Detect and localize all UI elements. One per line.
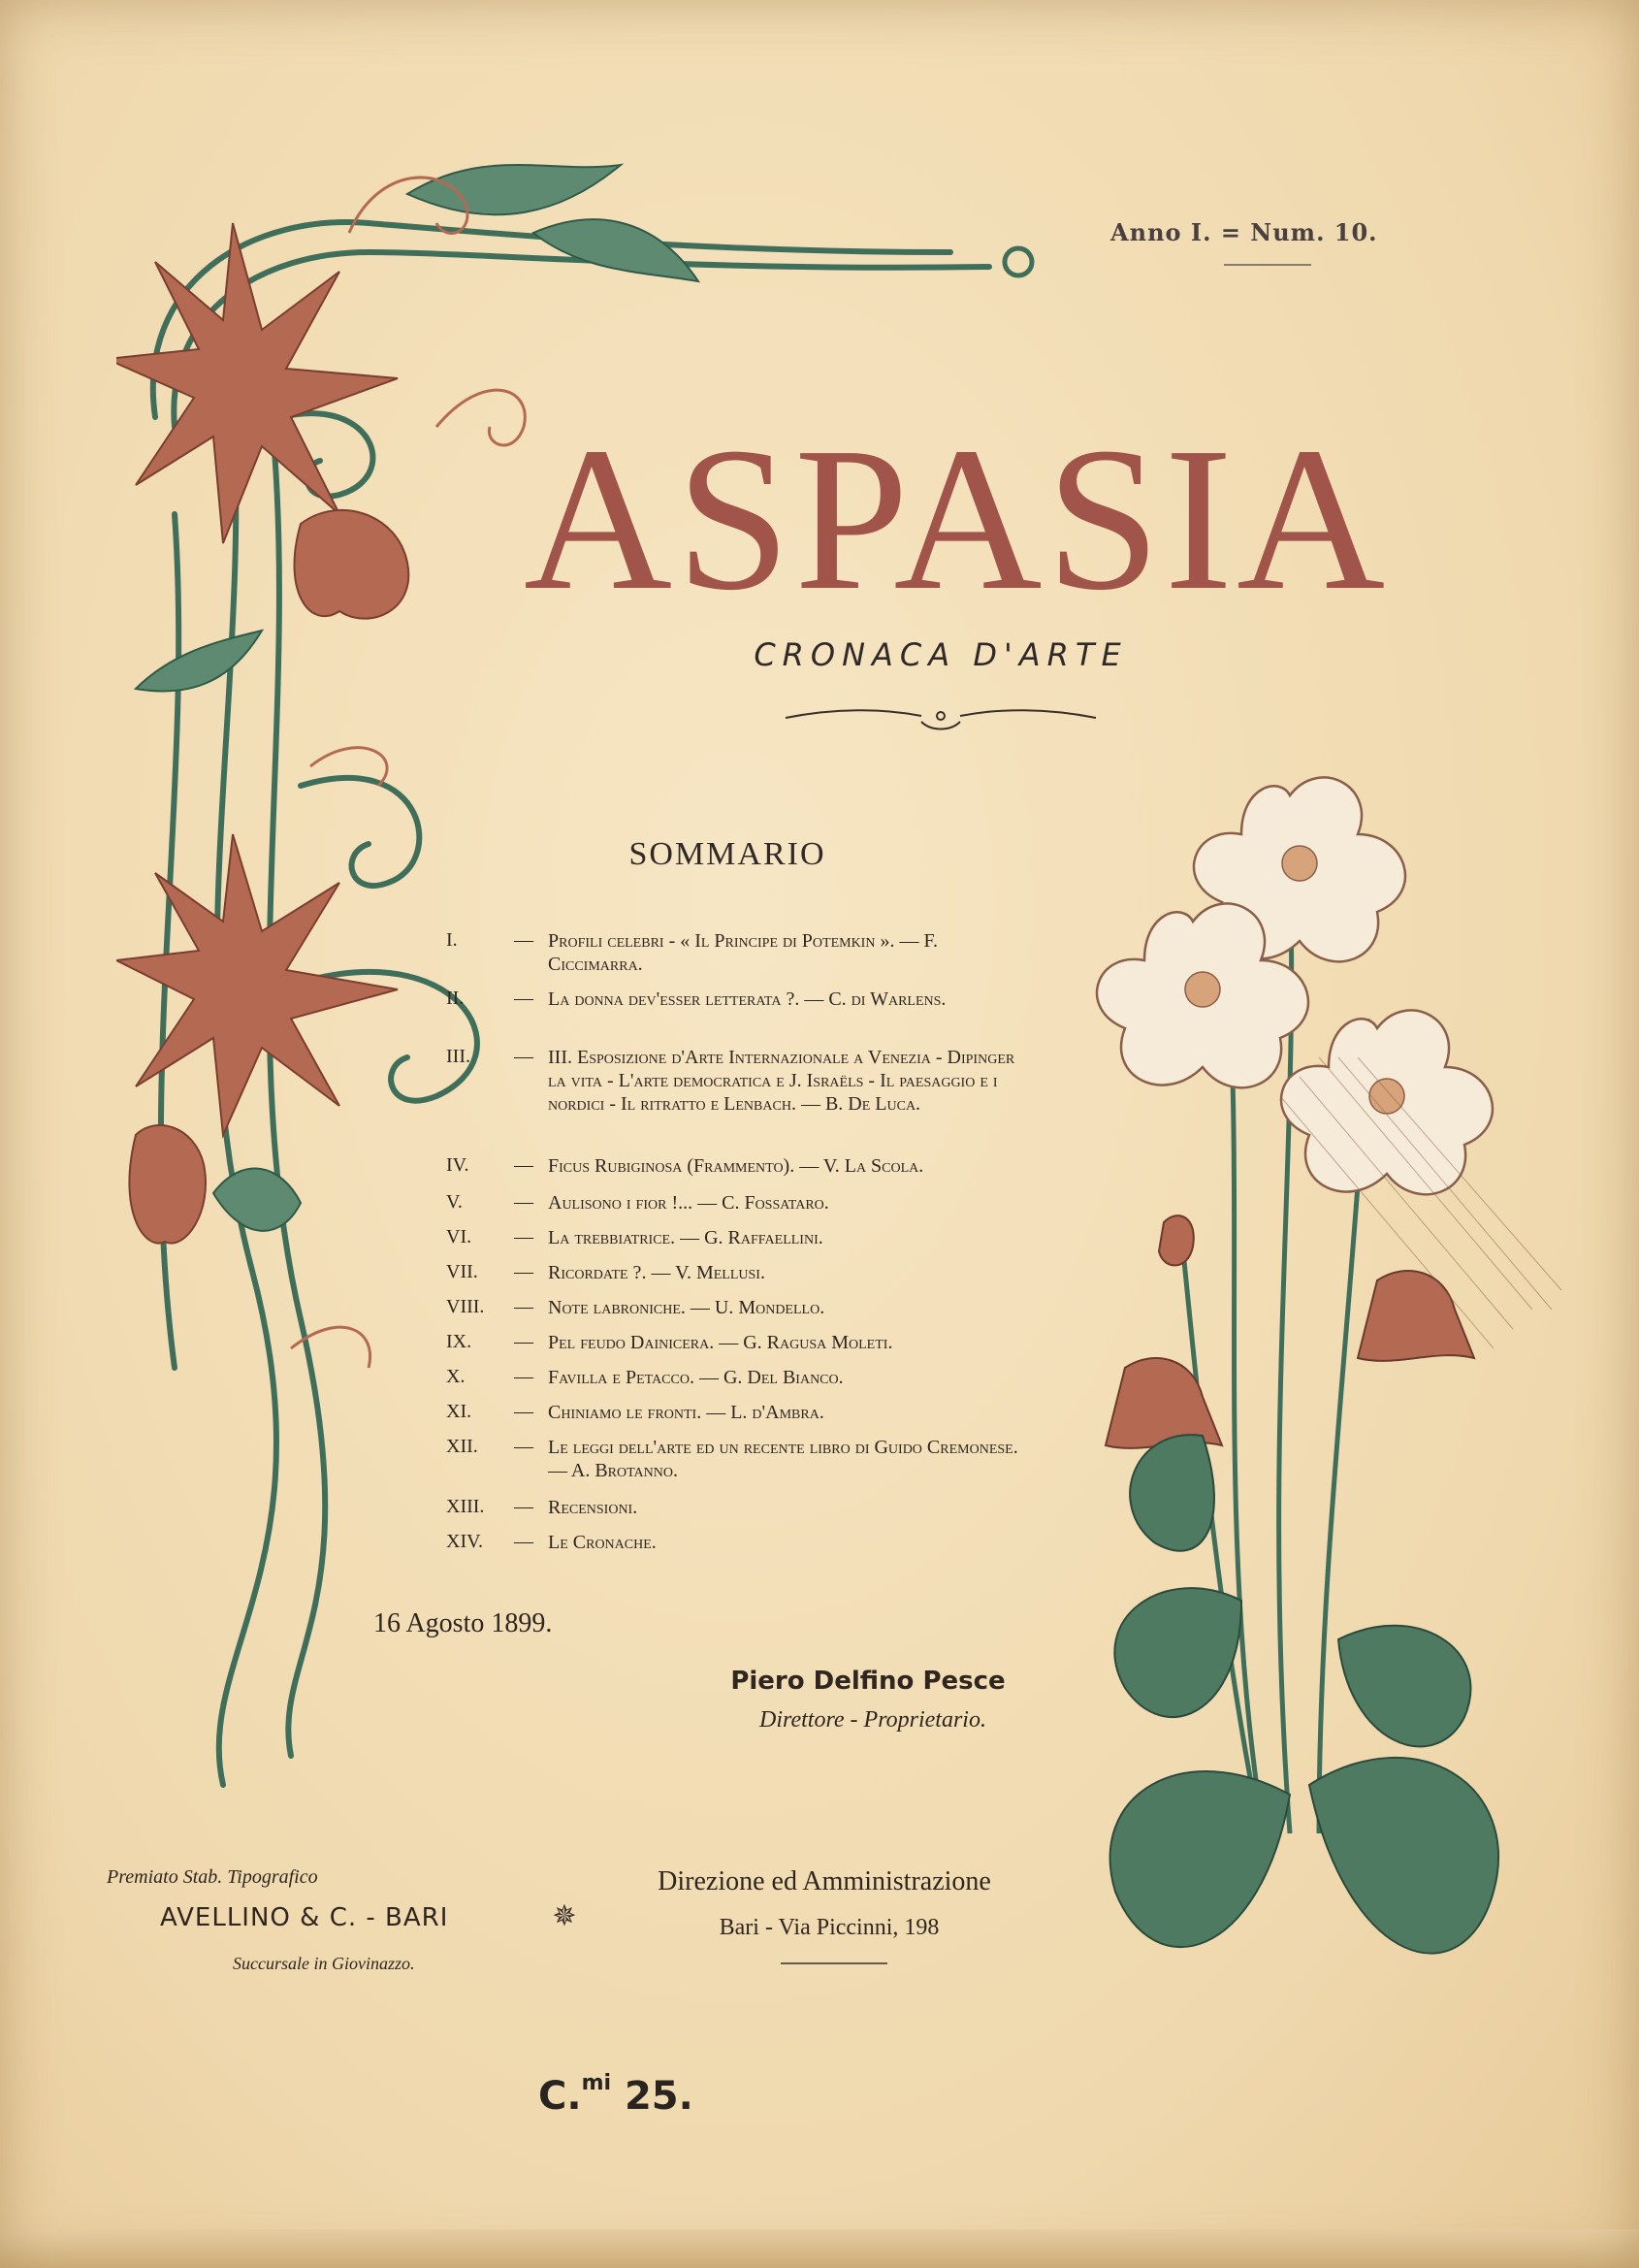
toc-text: III. Esposizione d'Arte Internazionale a Venezia - Dipinger la vita - L'arte democratica e J. Israëls - Il paesaggio e i nordici - Il ritratto e Lenbach. — B. De Luca. <box>548 1047 1015 1115</box>
administration-line-2: Bari - Via Piccinni, 198 <box>719 1915 940 1940</box>
sommario-heading: SOMMARIO <box>628 836 826 872</box>
leaf-r4 <box>1338 1626 1470 1747</box>
leaf-side-2 <box>213 1169 301 1231</box>
issue-date: 16 Agosto 1899. <box>373 1608 553 1638</box>
toc-dash: — <box>514 1401 533 1422</box>
toc-dash: — <box>514 1296 533 1317</box>
toc-number: VIII. <box>446 1296 485 1317</box>
toc-number: II. <box>446 988 465 1009</box>
toc-number: XI. <box>446 1401 472 1422</box>
toc-number: X. <box>446 1366 466 1387</box>
toc-text: La donna dev'esser letterata ?. — C. di Warlens. <box>548 988 947 1010</box>
price-sup: mi <box>581 2070 612 2095</box>
page-bottom-edge <box>0 2229 1639 2268</box>
bell-flower-2 <box>1358 1271 1474 1361</box>
toc-dash: — <box>514 1226 533 1247</box>
toc-text: Profili celebri - « Il Principe di Potemkin ». — F. Ciccimarra. <box>548 930 938 975</box>
toc-dash: — <box>514 1261 533 1282</box>
flower-center-1 <box>1282 846 1317 881</box>
director-name: Piero Delfino Pesce <box>730 1667 1006 1696</box>
star-ornament-icon: ✵ <box>552 1899 577 1933</box>
toc-text: Chiniamo le fronti. — L. d'Ambra. <box>548 1402 824 1423</box>
toc-number: IX. <box>446 1331 472 1352</box>
toc-text: Recensioni. <box>548 1497 638 1518</box>
toc-text: Favilla e Petacco. — G. Del Bianco. <box>548 1367 844 1388</box>
toc-dash: — <box>514 1366 533 1387</box>
director-role: Direttore - Proprietario. <box>759 1707 986 1733</box>
tendril-2 <box>436 390 525 445</box>
printer-line-3: Succursale in Giovinazzo. <box>233 1954 415 1973</box>
leaf-r5 <box>1130 1435 1214 1551</box>
toc-dash: — <box>514 1436 533 1457</box>
toc-number: VI. <box>446 1226 472 1247</box>
toc-number: VII. <box>446 1261 478 1282</box>
price <box>538 2070 761 2126</box>
toc-number: V. <box>446 1191 463 1213</box>
toc-text: Aulisono i fior !... — C. Fossataro. <box>548 1192 829 1214</box>
toc-number: XII. <box>446 1436 478 1457</box>
printer-line-2: AVELLINO & C. - BARI <box>160 1903 449 1932</box>
price-prefix: C. <box>538 2074 582 2119</box>
bell-flower-1 <box>1106 1358 1222 1448</box>
toc-dash: — <box>514 1154 533 1176</box>
table-of-contents <box>446 929 1028 1560</box>
stem-end-curl <box>1005 248 1032 275</box>
toc-dash: — <box>514 1331 533 1352</box>
lily-bud-hanging <box>129 1125 206 1244</box>
issue-rule <box>1224 264 1311 266</box>
toc-dash: — <box>514 988 533 1009</box>
issue-number: Anno I. = Num. 10. <box>1110 218 1378 246</box>
leaf-top-1 <box>407 165 621 214</box>
toc-dash: — <box>514 929 533 951</box>
administration-rule <box>781 1962 887 1964</box>
administration-line-1: Direzione ed Amministrazione <box>658 1866 991 1896</box>
leaf-top-2 <box>533 219 698 281</box>
toc-text: Pel feudo Dainicera. — G. Ragusa Moleti. <box>548 1332 893 1353</box>
toc-dash: — <box>514 1496 533 1517</box>
toc-text: Le Cronache. <box>548 1532 657 1553</box>
lily-top <box>116 223 398 543</box>
leaf-side-1 <box>136 631 262 692</box>
toc-text: La trebbiatrice. — G. Raffaellini. <box>548 1227 823 1248</box>
toc-dash: — <box>514 1046 533 1067</box>
toc-text: Ricordate ?. — V. Mellusi. <box>548 1262 765 1283</box>
toc-number: XIII. <box>446 1496 485 1517</box>
divider-ornament <box>776 698 1106 737</box>
stem-curl-1 <box>301 778 419 886</box>
lily-bud-open <box>295 510 409 619</box>
leaf-r2 <box>1309 1758 1498 1954</box>
toc-number: IV. <box>446 1154 469 1176</box>
bell-bud <box>1159 1215 1194 1265</box>
toc-number: XIV. <box>446 1531 483 1552</box>
right-floral-illustration <box>1067 766 1571 2076</box>
flower-center-3 <box>1369 1079 1404 1114</box>
toc-dash: — <box>514 1531 533 1552</box>
toc-number: III. <box>446 1046 470 1067</box>
price-value: 25. <box>624 2074 693 2119</box>
leaf-r1 <box>1110 1771 1290 1947</box>
flower-center-2 <box>1185 972 1220 1007</box>
toc-text: Ficus Rubiginosa (Frammento). — V. La Scola. <box>548 1155 924 1177</box>
leaf-r3 <box>1114 1588 1241 1717</box>
toc-number: I. <box>446 929 458 951</box>
printer-line-1: Premiato Stab. Tipografico <box>107 1866 318 1888</box>
toc-dash: — <box>514 1191 533 1213</box>
toc-text: Le leggi dell'arte ed un recente libro di Guido Cremonese. — A. Brotanno. <box>548 1437 1018 1481</box>
magazine-subtitle: CRONACA D'ARTE <box>754 636 1128 673</box>
toc-text: Note labroniche. — U. Mondello. <box>548 1297 825 1318</box>
magazine-title: ASPASIA <box>524 405 1390 632</box>
